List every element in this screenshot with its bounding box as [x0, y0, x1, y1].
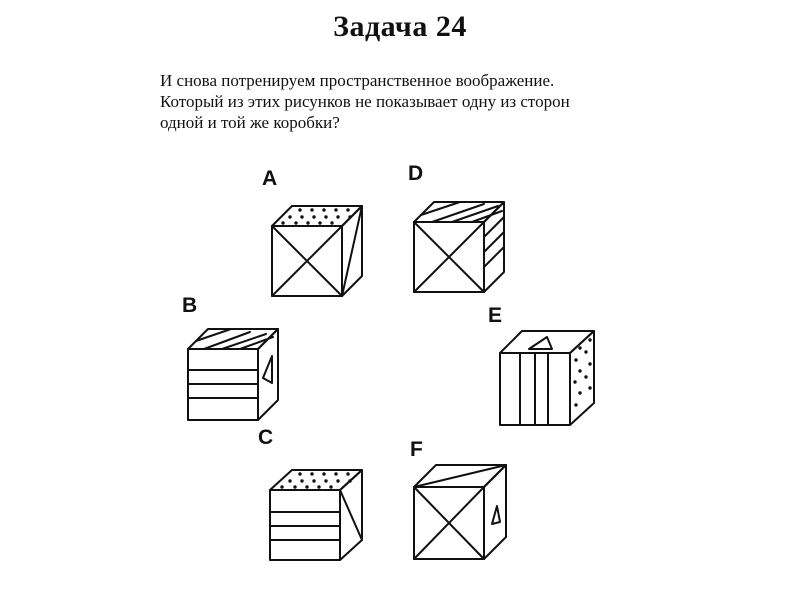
cube-e-drawing: [500, 331, 594, 425]
task-title: Задача 24: [333, 10, 467, 43]
cube-label-f: F: [410, 438, 423, 461]
cube-b-right-face: [258, 329, 278, 420]
cube-option-f[interactable]: [410, 438, 506, 559]
cube-label-a: A: [262, 167, 278, 190]
cube-b-drawing: [188, 329, 278, 420]
cube-a-drawing: [272, 206, 362, 296]
cube-d-right-stripes: [484, 217, 504, 267]
cube-b-front-stripes: [188, 370, 258, 398]
cube-a-right-diagonal: [342, 206, 362, 296]
cube-a-top-dots: [281, 208, 351, 224]
cube-label-e: E: [488, 304, 503, 327]
cube-b-right-triangle: [263, 356, 272, 383]
cube-d-top-stripes: [421, 202, 502, 222]
cube-label-c: C: [258, 426, 274, 449]
cube-c-top-dots: [280, 472, 351, 488]
cube-c-front-stripes: [270, 512, 340, 540]
cube-c-right-diagonal: [340, 490, 362, 540]
cube-option-c[interactable]: [258, 426, 362, 560]
cube-label-b: B: [182, 294, 198, 317]
cube-f-right-triangle: [492, 506, 500, 524]
cube-f-top-diagonal: [414, 465, 506, 487]
cube-option-d[interactable]: [408, 162, 504, 292]
cube-label-d: D: [408, 162, 424, 185]
cube-d-drawing: [414, 202, 504, 292]
cube-e-right-face: [570, 331, 594, 425]
cube-option-a[interactable]: [262, 167, 362, 296]
question-line-3: одной и той же коробки?: [160, 113, 340, 132]
cube-e-front-stripes: [520, 353, 548, 425]
cube-f-drawing: [414, 465, 506, 559]
question-line-1: И снова потренируем пространственное воображение.: [160, 71, 555, 90]
cube-c-drawing: [270, 470, 362, 560]
cube-option-b[interactable]: [182, 294, 278, 420]
cube-e-top-triangle: [529, 337, 552, 349]
cube-option-e[interactable]: [488, 304, 594, 425]
question-line-2: Который из этих рисунков не показывает одну из сторон: [160, 92, 570, 111]
